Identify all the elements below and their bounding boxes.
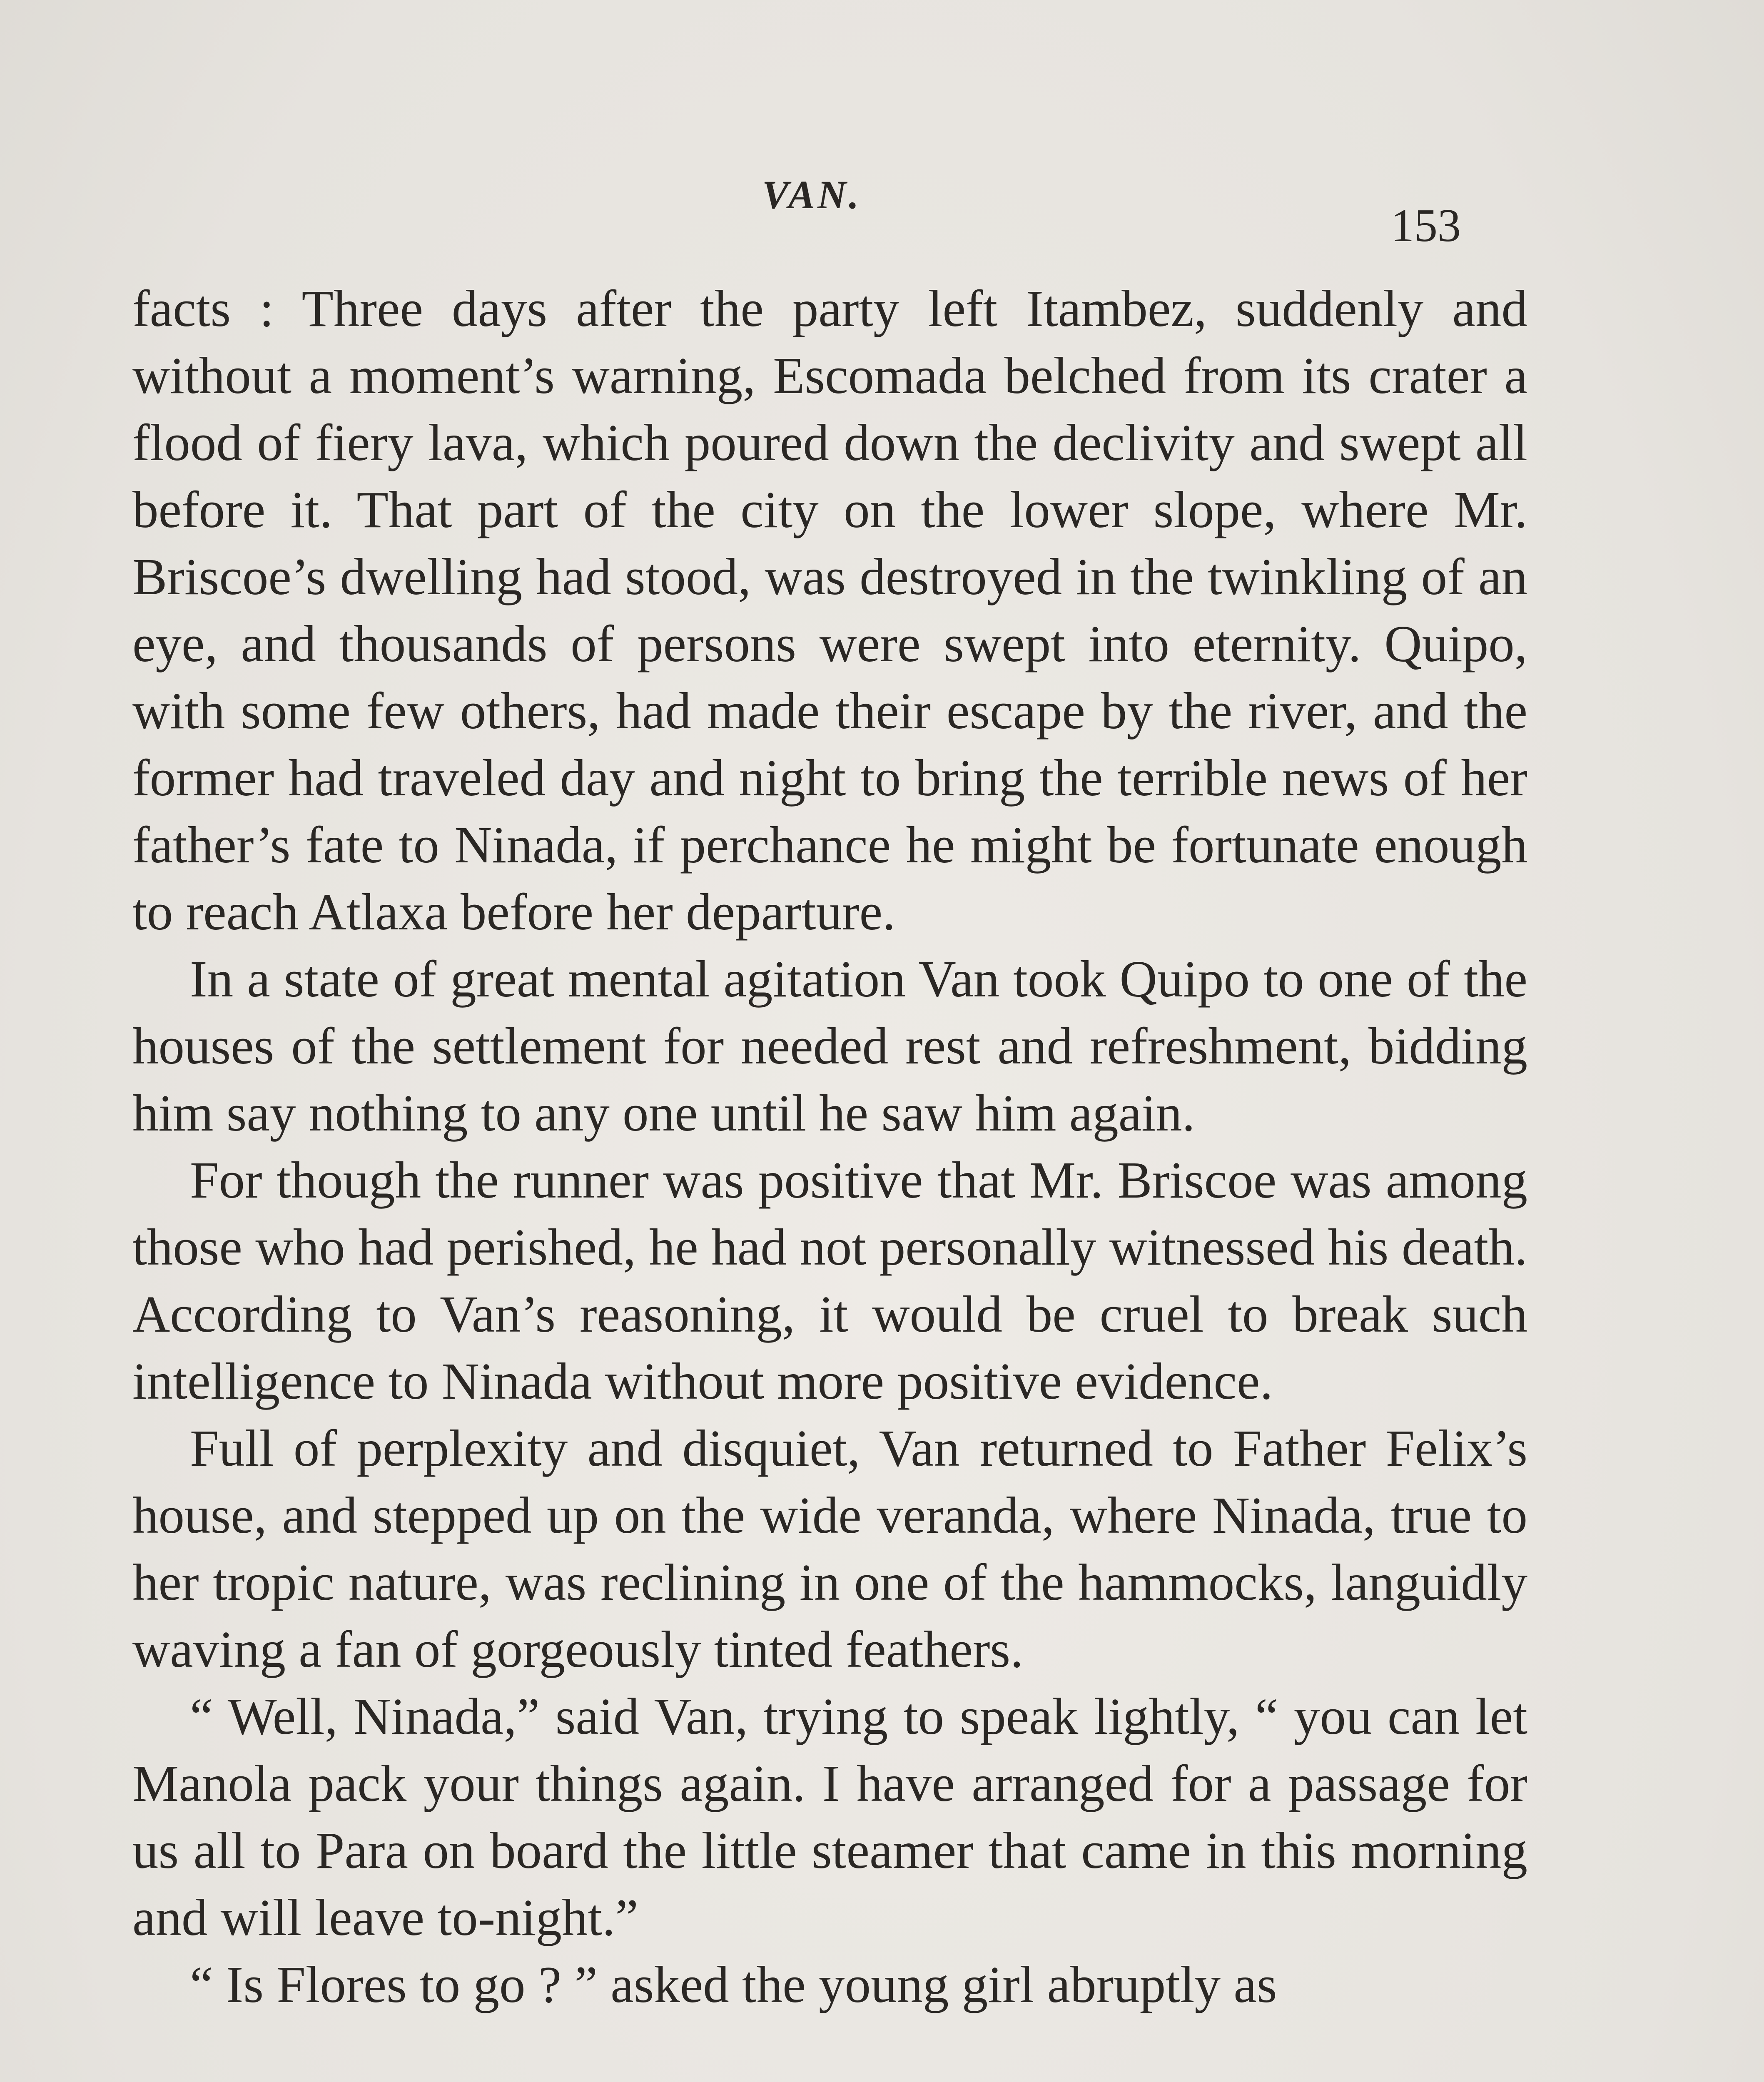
paragraph: In a state of great mental agitation Van took Quipo to one of the houses of the settlement for needed rest and refreshment, bidding him say nothing to any one until he saw him again.	[132, 951, 1527, 1142]
page-number: 153	[1391, 200, 1461, 252]
page-header	[0, 172, 1764, 252]
body-text	[132, 276, 1527, 2019]
paragraph: facts : Three days after the party left Itambez, suddenly and without a moment’s warning, Escomada belched from its crater a flood of fiery lava, which poured down the declivity and swept all before it. That part of the city on the lower slope, where Mr. Briscoe’s dwelling had stood, was destroyed in the twinkling of an eye, and thousands of persons were swept into eternity. Quipo, with some few others, had made their escape by the river, and the former had traveled day and night to bring the terrible news of her father’s fate to Ninada, if perchance he might be fortunate enough to reach Atlaxa before her departure.	[132, 280, 1527, 941]
paragraph: Full of perplexity and disquiet, Van returned to Father Felix’s house, and stepped up on the wide veranda, where Ninada, true to her tropic nature, was reclining in one of the hammocks, languidly waving a fan of gorgeously tinted feathers.	[132, 1420, 1527, 1679]
paragraph: “ Is Flores to go ? ” asked the young girl abruptly as	[190, 1956, 1277, 2014]
running-title: VAN.	[762, 172, 862, 217]
paragraph: “ Well, Ninada,” said Van, trying to speak lightly, “ you can let Manola pack your things again. I have arranged for a passage for us all to Para on board the little steamer that came in this morning and will leave to-night.”	[132, 1688, 1527, 1947]
paragraph: For though the runner was positive that Mr. Briscoe was among those who had perished, he had not personally witnessed his death. According to Van’s reasoning, it would be cruel to break such intelligence to Ninada without more positive evidence.	[132, 1152, 1527, 1410]
